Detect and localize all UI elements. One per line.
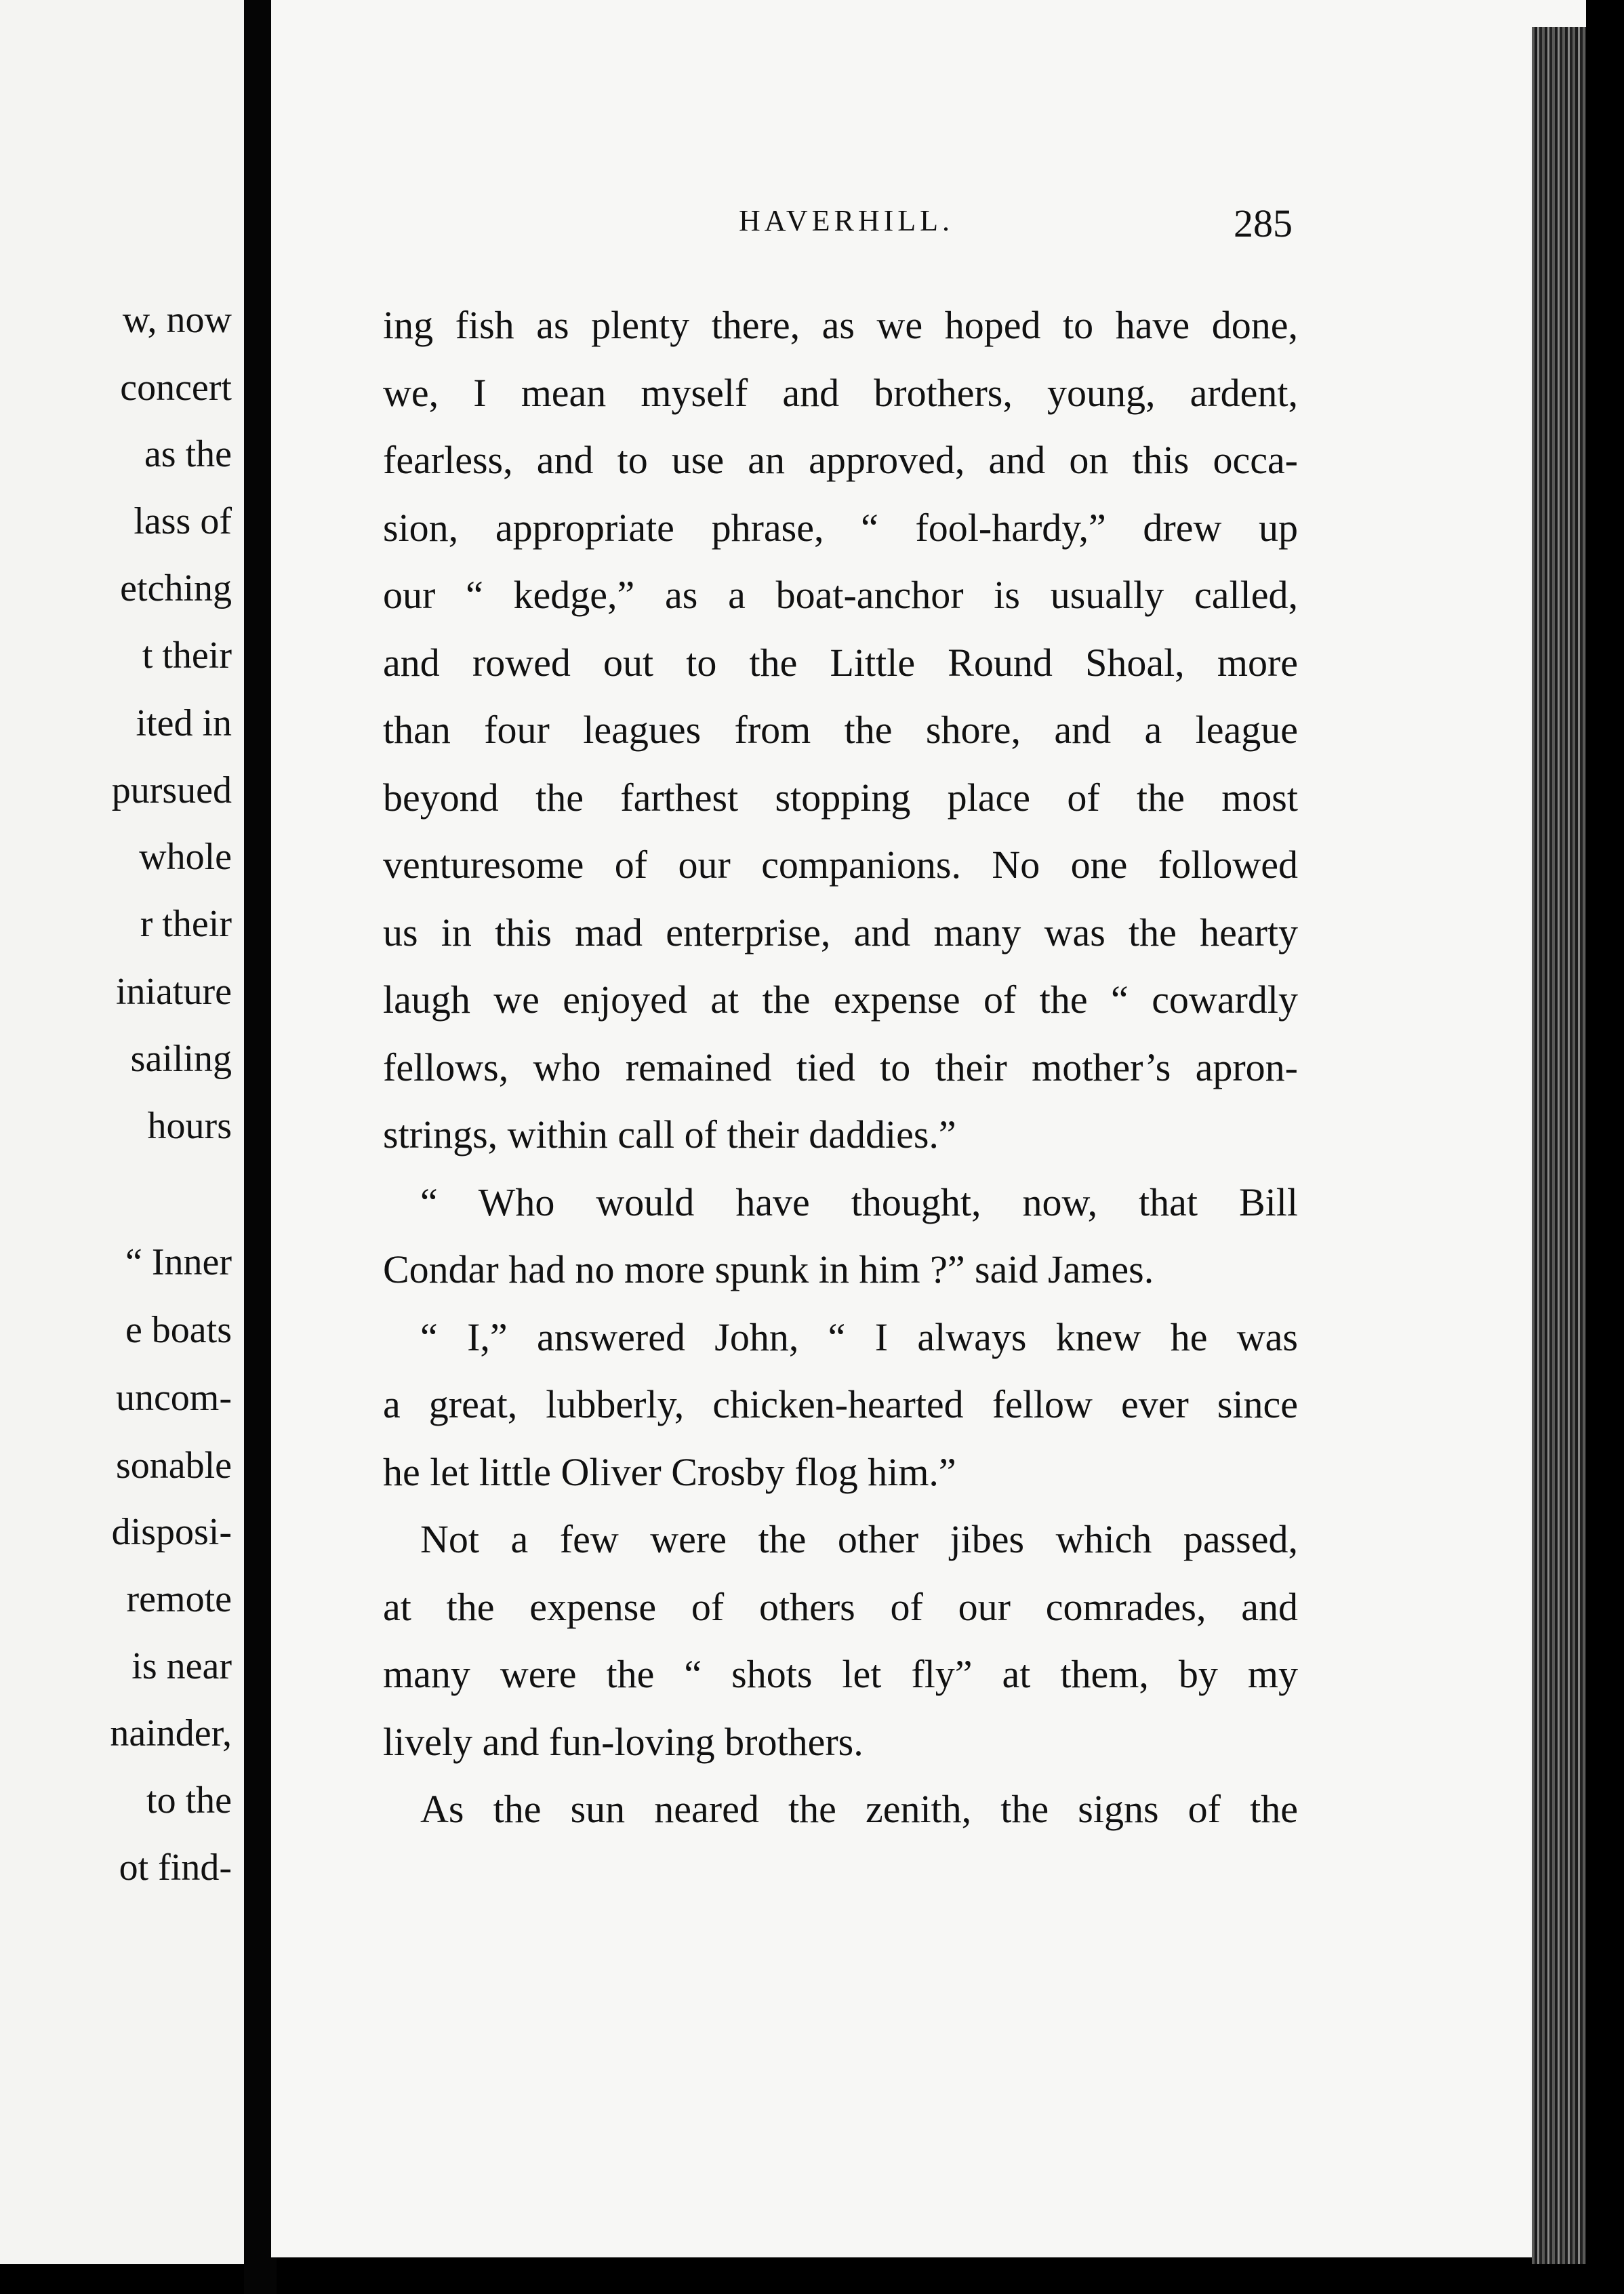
left-page-line: t their xyxy=(142,635,232,677)
text-line: our “ kedge,” as a boat-anchor is usually called, xyxy=(383,573,1298,617)
text-line: “ I,” answered John, “ I always knew he was xyxy=(420,1314,1298,1359)
text-line: sion, appropriate phrase, “ fool-hardy,” drew up xyxy=(383,505,1298,550)
left-page-line: is near xyxy=(131,1645,232,1687)
text-line: As the sun neared the zenith, the signs of the xyxy=(420,1787,1298,1831)
page-edges xyxy=(1532,27,1586,2264)
left-page-line: “ Inner xyxy=(125,1241,232,1283)
left-page-line: to the xyxy=(146,1779,232,1822)
left-page-line: sailing xyxy=(130,1038,232,1080)
page-number: 285 xyxy=(1234,201,1293,245)
text-line: he let little Oliver Crosby flog him.” xyxy=(383,1449,956,1494)
text-line: laugh we enjoyed at the expense of the “ cowardly xyxy=(383,978,1298,1022)
text-line: a great, lubberly, chicken-hearted fellow ever since xyxy=(383,1382,1298,1426)
left-page-line: uncom- xyxy=(115,1377,232,1419)
text-line: fellows, who remained tied to their mother’s apron- xyxy=(383,1045,1298,1089)
left-page-line: disposi- xyxy=(111,1511,232,1553)
text-line: venturesome of our companions. No one followed xyxy=(383,843,1298,887)
body-text xyxy=(383,291,1298,1843)
left-page-line: concert xyxy=(120,367,232,409)
left-page-line: etching xyxy=(120,567,232,609)
left-page-line: ited in xyxy=(136,702,232,744)
left-page-line: nainder, xyxy=(110,1712,232,1754)
left-page-line: remote xyxy=(126,1578,232,1620)
text-line: we, I mean myself and brothers, young, ardent, xyxy=(383,370,1298,415)
text-line: us in this mad enterprise, and many was the hearty xyxy=(383,910,1298,954)
text-line: many were the “ shots let fly” at them, by my xyxy=(383,1652,1298,1696)
left-page-line: as the xyxy=(144,433,232,475)
text-line: and rowed out to the Little Round Shoal, more xyxy=(383,640,1298,685)
left-page-line: w, now xyxy=(122,299,232,341)
text-line: “ Who would have thought, now, that Bill xyxy=(420,1180,1298,1224)
running-header: HAVERHILL. xyxy=(739,204,954,237)
left-page-line: iniature xyxy=(115,971,232,1013)
text-line: lively and fun-loving brothers. xyxy=(383,1719,864,1764)
left-page-line: pursued xyxy=(111,769,232,811)
left-page-line: ot find- xyxy=(119,1847,232,1889)
text-line: than four leagues from the shore, and a league xyxy=(383,708,1298,752)
text-line: Not a few were the other jibes which passed, xyxy=(420,1517,1298,1561)
left-page-line: sonable xyxy=(115,1445,232,1487)
left-page-line: hours xyxy=(147,1105,232,1147)
left-page-line: lass of xyxy=(134,500,232,542)
left-page-line: e boats xyxy=(125,1309,232,1351)
left-page-line: whole xyxy=(139,836,232,878)
text-line: at the expense of others of our comrades, and xyxy=(383,1584,1298,1629)
text-line: strings, within call of their daddies.” xyxy=(383,1112,956,1156)
left-page-line: r their xyxy=(140,903,232,945)
text-line: ing fish as plenty there, as we hoped to have done, xyxy=(383,303,1298,347)
text-line: beyond the farthest stopping place of the most xyxy=(383,775,1298,820)
text-line: fearless, and to use an approved, and on this occa- xyxy=(383,438,1298,482)
text-line: Condar had no more spunk in him ?” said James. xyxy=(383,1247,1154,1291)
left-page xyxy=(0,0,244,2264)
